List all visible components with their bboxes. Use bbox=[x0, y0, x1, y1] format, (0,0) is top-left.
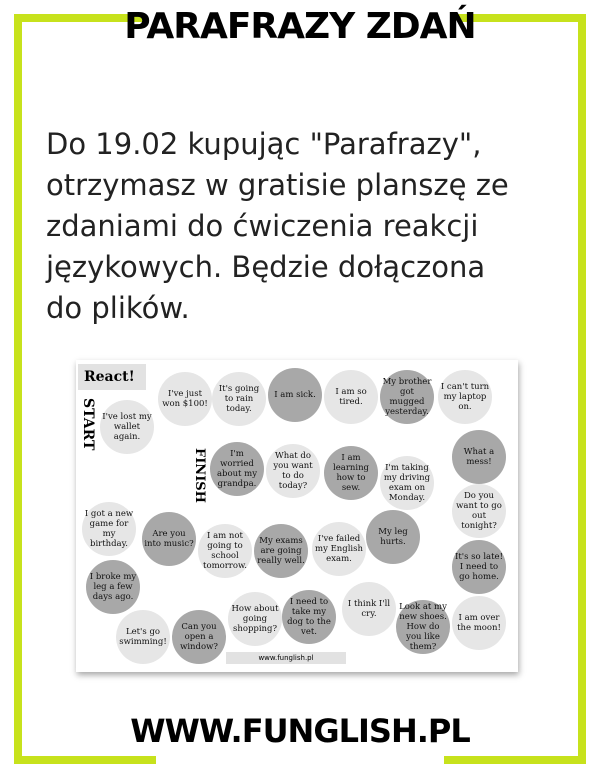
board-bubble: I've lost my wallet again. bbox=[100, 400, 154, 454]
board-bubble: I think I'll cry. bbox=[342, 582, 396, 636]
board-bubble: My leg hurts. bbox=[366, 510, 420, 564]
board-url: www.funglish.pl bbox=[226, 652, 346, 664]
board-bubble: What a mess! bbox=[452, 430, 506, 484]
promo-line: zdaniami do ćwiczenia reakcji bbox=[46, 209, 479, 243]
promo-text bbox=[46, 124, 566, 329]
board-bubble: My brother got mugged yesterday. bbox=[380, 370, 434, 424]
react-label: React! bbox=[78, 364, 146, 390]
board-bubble: Can you open a window? bbox=[172, 610, 226, 664]
board-bubble: I've just won $100! bbox=[158, 372, 212, 426]
board-bubble: What do you want to do today? bbox=[266, 444, 320, 498]
board-bubble: I am over the moon! bbox=[452, 596, 506, 650]
promo-line: otrzymasz w gratisie planszę ze bbox=[46, 168, 509, 202]
board-bubble: Are you into music? bbox=[142, 512, 196, 566]
board-bubble: Look at my new shoes. How do you like them? bbox=[396, 600, 450, 654]
promo-line: językowych. Będzie dołączona bbox=[46, 250, 486, 284]
board-bubble: Do you want to go out tonight? bbox=[452, 484, 506, 538]
board-bubble: How about going shopping? bbox=[228, 592, 282, 646]
board-bubble: I am sick. bbox=[268, 368, 322, 422]
promo-line: do plików. bbox=[46, 291, 190, 325]
board-bubble: Let's go swimming! bbox=[116, 610, 170, 664]
board-bubble: I am so tired. bbox=[324, 370, 378, 424]
frame-left-bar bbox=[14, 14, 22, 764]
page-title: PARAFRAZY ZDAŃ bbox=[124, 6, 476, 47]
frame-right-bar bbox=[578, 14, 586, 764]
start-label: START bbox=[80, 398, 96, 451]
board-bubble: I got a new game for my birthday. bbox=[82, 502, 136, 556]
frame-bottom-left-bar bbox=[14, 756, 156, 764]
board-bubble: My exams are going really well. bbox=[254, 524, 308, 578]
board-bubble: I'm taking my driving exam on Monday. bbox=[380, 456, 434, 510]
footer-url: WWW.FUNGLISH.PL bbox=[130, 712, 470, 750]
board-bubble: I am not going to school tomorrow. bbox=[198, 524, 252, 578]
board-bubble: It's so late! I need to go home. bbox=[452, 540, 506, 594]
finish-label: FINISH bbox=[192, 448, 207, 503]
promo-line: Do 19.02 kupując "Parafrazy", bbox=[46, 127, 482, 161]
board-bubble: I broke my leg a few days ago. bbox=[86, 560, 140, 614]
frame-bottom-right-bar bbox=[444, 756, 586, 764]
board-bubble: I've failed my English exam. bbox=[312, 522, 366, 576]
game-board-image bbox=[76, 360, 518, 672]
board-bubble: I am learning how to sew. bbox=[324, 446, 378, 500]
board-bubble: I need to take my dog to the vet. bbox=[282, 590, 336, 644]
board-bubble: It's going to rain today. bbox=[212, 372, 266, 426]
board-bubble: I'm worried about my grandpa. bbox=[210, 442, 264, 496]
board-bubble: I can't turn my laptop on. bbox=[438, 370, 492, 424]
